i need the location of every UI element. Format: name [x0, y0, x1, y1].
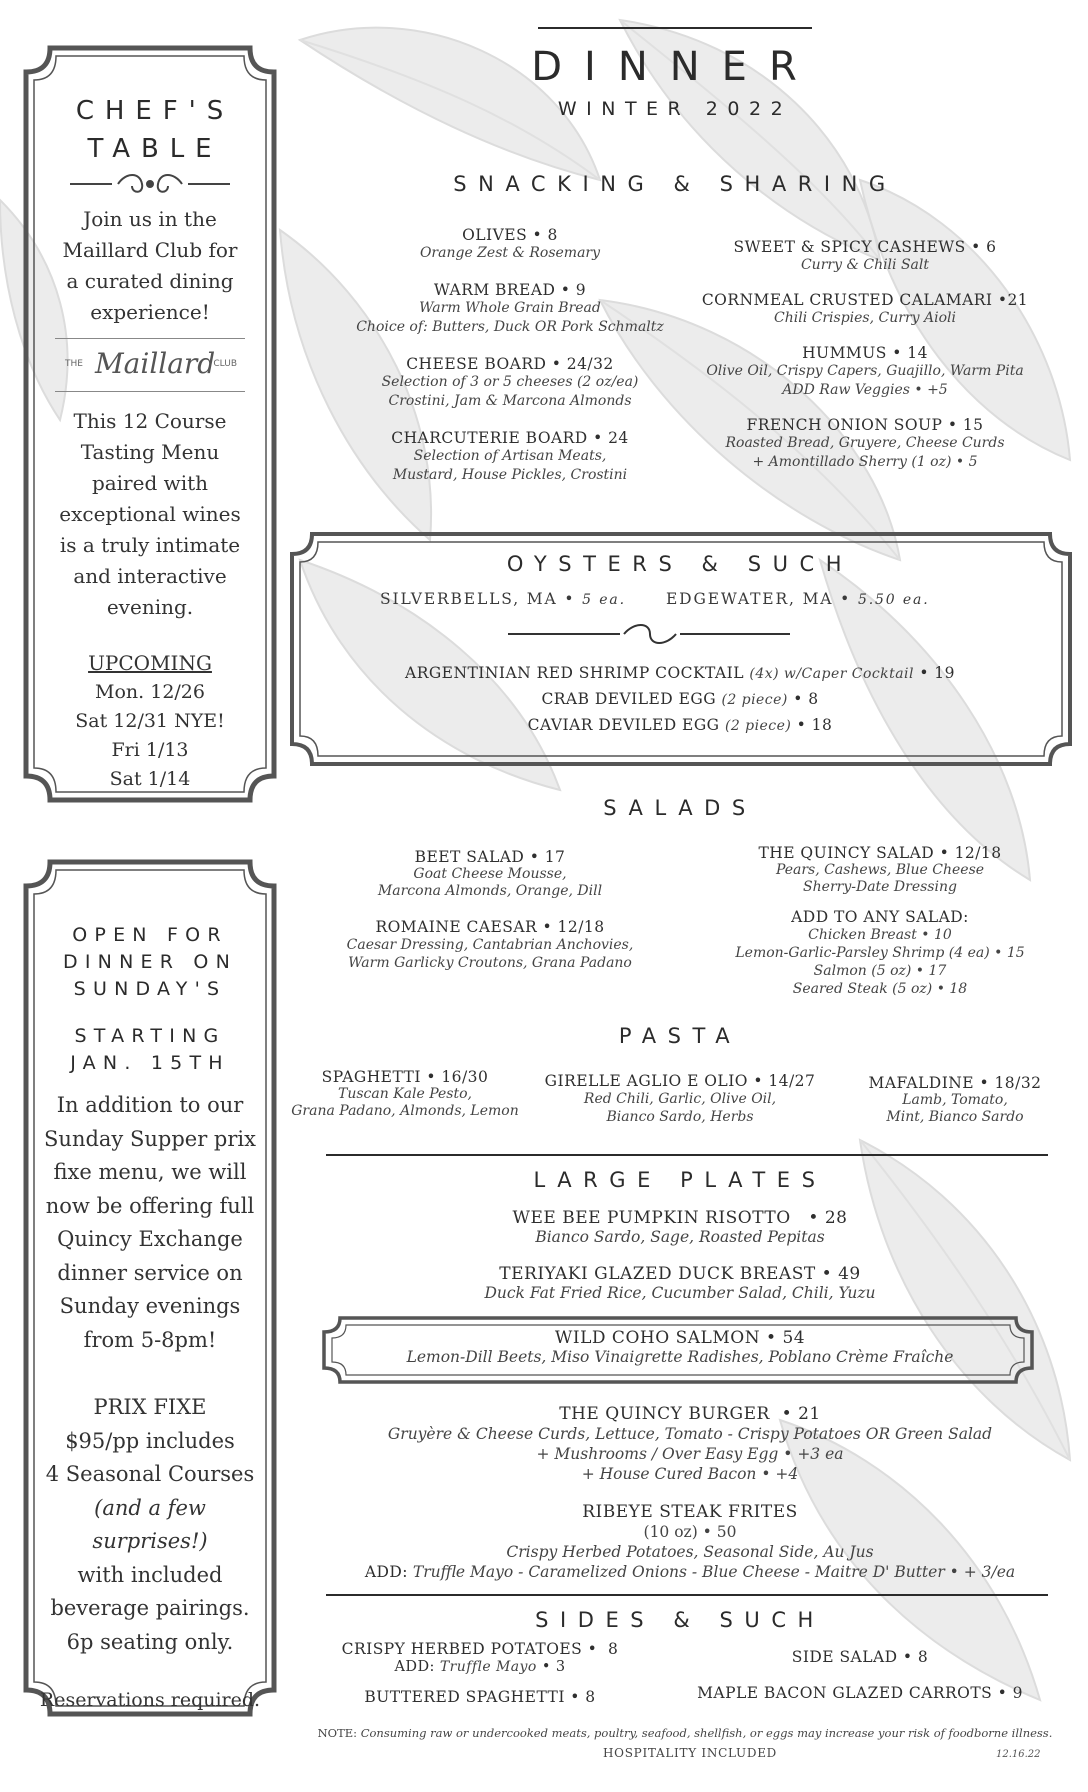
item-name: CRAB DEVILED EGG [541, 690, 717, 708]
item-desc: Duck Fat Fried Rice, Cucumber Salad, Chili, Yuzu [484, 1284, 876, 1302]
prix-fixe-italic: (and a few surprises!) [92, 1495, 208, 1553]
item-desc: Gruyère & Cheese Curds, Lettuce, Tomato - Crispy Potatoes OR Green Salad [387, 1425, 993, 1443]
menu-item-salmon [320, 1328, 1040, 1367]
item-desc: + Amontillado Sherry (1 oz) • 5 [752, 454, 978, 470]
item-name: WARM BREAD • 9 [433, 281, 587, 299]
oyster-name: EDGEWATER, MA • [666, 590, 852, 608]
item-desc: Salmon (5 oz) • 17 [813, 963, 947, 979]
item-desc: Crispy Herbed Potatoes, Seasonal Side, Au Jus [506, 1543, 874, 1561]
body-line: evening. [106, 595, 194, 619]
chefs-table-body [34, 406, 266, 623]
sunday-title-line: SUNDAY'S [73, 978, 227, 1000]
section-title-oysters: OYSTERS & SUCH [506, 552, 854, 576]
sunday-body-line: Sunday Supper prix [44, 1126, 256, 1151]
snacking-right-column [670, 238, 1060, 482]
item-desc: Selection of Artisan Meats, [413, 448, 607, 464]
item-name: OLIVES • 8 [462, 226, 558, 244]
item-name: THE QUINCY BURGER • 21 [559, 1404, 821, 1424]
intro-line: Maillard Club for [62, 238, 238, 262]
menu-item [300, 848, 680, 900]
sunday-body [34, 1089, 266, 1357]
sunday-panel [34, 922, 266, 1711]
item-desc: Olive Oil, Crispy Capers, Guajillo, Warm Pita [706, 363, 1024, 379]
logo-the: THE [65, 359, 83, 369]
intro-line: experience! [90, 300, 210, 324]
item-price: • 8 [793, 690, 819, 708]
item-name: ARGENTINIAN RED SHRIMP COCKTAIL [405, 664, 745, 682]
oysters-items [300, 660, 1060, 738]
item-name: MAPLE BACON GLAZED CARROTS • 9 [697, 1684, 1023, 1702]
chefs-table-intro [34, 204, 266, 328]
item-detail: (2 piece) [721, 692, 788, 708]
item-name: SWEET & SPICY CASHEWS • 6 [733, 238, 997, 256]
large-plates-divider [326, 1594, 1048, 1596]
intro-line: a curated dining [66, 269, 234, 293]
sunday-title [34, 922, 266, 1003]
item-name: ROMAINE CAESAR • 12/18 [375, 918, 605, 936]
menu-item [700, 908, 1060, 998]
section-title-salads: SALADS [603, 796, 757, 820]
chefs-table-title-line1: CHEF'S [75, 96, 235, 126]
salads-right-column [700, 844, 1060, 1008]
item-desc: Bianco Sardo, Sage, Roasted Pepitas [535, 1228, 825, 1246]
prix-fixe-title: PRIX FIXE [93, 1395, 207, 1419]
item-desc: Tuscan Kale Pesto, [338, 1086, 472, 1102]
item-detail: (2 piece) [724, 718, 792, 734]
oyster-silverbells [380, 590, 680, 608]
menu-item [670, 238, 1060, 275]
item-name: THE QUINCY SALAD • 12/18 [758, 844, 1002, 862]
item-desc: Roasted Bread, Gruyere, Cheese Curds [725, 435, 1005, 451]
item-desc: Bianco Sardo, Herbs [606, 1109, 754, 1125]
add-label: ADD: [364, 1563, 408, 1581]
side-item-potatoes [300, 1640, 660, 1677]
item-desc: Seared Steak (5 oz) • 18 [792, 981, 968, 997]
menu-item [310, 226, 710, 263]
item-name: WILD COHO SALMON • 54 [554, 1328, 806, 1348]
item-name: SPAGHETTI • 16/30 [321, 1068, 489, 1086]
intro-line: Join us in the [83, 207, 217, 231]
section-title-sides: SIDES & SUCH [535, 1608, 825, 1632]
prix-fixe-line: 4 Seasonal Courses [45, 1462, 255, 1486]
item-name: CAVIAR DEVILED EGG [527, 716, 720, 734]
item-desc: Warm Garlicky Croutons, Grana Padano [348, 955, 632, 971]
date-code: 12.16.22 [996, 1749, 1041, 1760]
item-name: MAFALDINE • 18/32 [868, 1074, 1042, 1092]
menu-item [850, 1074, 1060, 1126]
oyster-price: 5.50 ea. [857, 592, 930, 608]
prix-fixe [34, 1391, 266, 1659]
menu-item-risotto [300, 1208, 1060, 1247]
menu-item [700, 844, 1060, 896]
upcoming-date: Fri 1/13 [111, 739, 189, 761]
sunday-body-line: from 5-8pm! [83, 1327, 217, 1352]
prix-fixe-line: $95/pp includes [65, 1428, 235, 1453]
item-name: SIDE SALAD • 8 [791, 1648, 929, 1666]
starting-line: JAN. 15TH [70, 1052, 230, 1074]
sunday-body-line: fixe menu, we will [53, 1160, 247, 1184]
add-price: • 3 [541, 1659, 566, 1675]
upcoming-date: Mon. 12/26 [95, 681, 205, 703]
note-label: NOTE: [317, 1726, 358, 1740]
body-line: paired with [91, 471, 209, 495]
item-name: GIRELLE AGLIO E OLIO • 14/27 [544, 1072, 816, 1090]
chefs-table-panel [34, 96, 266, 794]
item-desc: Mustard, House Pickles, Crostini [392, 467, 628, 483]
ribeye-add-line [300, 1562, 1080, 1582]
item-desc: Grana Padano, Almonds, Lemon [291, 1103, 519, 1119]
salads-left-column [300, 848, 680, 982]
sunday-body-line: dinner service on [57, 1260, 243, 1285]
item-size: (10 oz) • 50 [643, 1523, 737, 1541]
item-desc: Chicken Breast • 10 [808, 927, 952, 943]
upcoming-date: Sat 1/14 [109, 768, 191, 790]
item-desc: Mint, Bianco Sardo [886, 1109, 1024, 1125]
item-name: WEE BEE PUMPKIN RISOTTO • 28 [512, 1208, 848, 1228]
menu-item [670, 344, 1060, 400]
side-item-spaghetti [300, 1688, 660, 1706]
item-desc: Lamb, Tomato, [902, 1092, 1008, 1108]
menu-item-ribeye [300, 1502, 1080, 1582]
body-line: This 12 Course [73, 409, 227, 433]
logo-name: Maillard [95, 347, 216, 380]
item-name: CORNMEAL CRUSTED CALAMARI •21 [701, 291, 1029, 309]
header-top-rule [538, 27, 812, 29]
menu-item-duck [300, 1264, 1060, 1303]
item-name: TERIYAKI GLAZED DUCK BREAST • 49 [499, 1264, 861, 1284]
body-line: is a truly intimate [59, 533, 241, 557]
item-desc: ADD Raw Veggies • +5 [782, 382, 948, 398]
upcoming-dates [34, 678, 266, 794]
upcoming-date: Sat 12/31 NYE! [75, 710, 225, 732]
prix-fixe-line: beverage pairings. [50, 1596, 250, 1620]
sunday-body-line: now be offering full [45, 1193, 255, 1218]
body-line: exceptional wines [59, 502, 241, 526]
body-line: and interactive [73, 564, 227, 588]
add-item: Truffle Mayo [439, 1659, 537, 1675]
item-name: CHEESE BOARD • 24/32 [406, 355, 614, 373]
sunday-body-line: In addition to our [56, 1093, 244, 1117]
item-desc: Sherry-Date Dressing [803, 879, 957, 895]
sunday-title-line: OPEN FOR [72, 924, 228, 946]
logo-club: CLUB [213, 359, 237, 369]
add-price: • + 3/ea [949, 1563, 1016, 1581]
menu-item [300, 660, 1060, 686]
pasta-divider [326, 1154, 1048, 1156]
menu-item [540, 1072, 820, 1126]
menu-item [300, 686, 1060, 712]
item-desc: Warm Whole Grain Bread [419, 300, 601, 316]
item-desc: + Mushrooms / Over Easy Egg • +3 ea [536, 1445, 844, 1463]
item-desc: Marcona Almonds, Orange, Dill [377, 883, 603, 899]
item-desc: Orange Zest & Rosemary [419, 245, 601, 261]
item-name: BEET SALAD • 17 [414, 848, 566, 866]
item-desc: Lemon-Dill Beets, Miso Vinaigrette Radishes, Poblano Crème Fraîche [406, 1348, 954, 1366]
item-name: ADD TO ANY SALAD: [791, 908, 969, 926]
oyster-name: SILVERBELLS, MA • [380, 590, 576, 608]
menu-item [310, 281, 710, 337]
page-subtitle: WINTER 2022 [557, 98, 793, 120]
item-desc: Lemon-Garlic-Parsley Shrimp (4 ea) • 15 [735, 945, 1025, 961]
side-item-carrots [640, 1684, 1080, 1702]
item-price: • 19 [919, 664, 955, 682]
item-price: • 18 [796, 716, 833, 734]
item-desc: Crostini, Jam & Marcona Almonds [388, 393, 632, 409]
potatoes-add-line [300, 1658, 660, 1677]
hospitality-included: HOSPITALITY INCLUDED [602, 1746, 778, 1760]
item-desc: Caesar Dressing, Cantabrian Anchovies, [346, 937, 634, 953]
menu-item-burger [300, 1404, 1080, 1484]
item-desc: Curry & Chili Salt [800, 257, 930, 273]
item-desc: Red Chili, Garlic, Olive Oil, [583, 1091, 777, 1107]
item-name: HUMMUS • 14 [802, 344, 928, 362]
item-desc: Choice of: Butters, Duck OR Pork Schmaltz [356, 319, 664, 335]
maillard-club-logo [55, 338, 245, 392]
prix-fixe-line: with included [77, 1562, 223, 1587]
menu-item [310, 355, 710, 411]
upcoming-label: UPCOMING [88, 651, 212, 675]
sunday-body-line: Sunday evenings [59, 1294, 241, 1318]
item-desc: + House Cured Bacon • +4 [581, 1465, 799, 1483]
item-detail: (4x) w/Caper Cocktail [749, 666, 914, 682]
menu-item [300, 918, 680, 972]
item-desc: Goat Cheese Mousse, [413, 866, 567, 882]
page-title: DINNER [531, 44, 819, 90]
add-label: ADD: [394, 1659, 435, 1675]
add-items: Truffle Mayo - Caramelized Onions - Blue Cheese - Maitre D' Butter [412, 1563, 945, 1581]
item-name: RIBEYE STEAK FRITES [582, 1502, 798, 1522]
body-line: Tasting Menu [80, 440, 220, 464]
sunday-title-line: DINNER ON [62, 951, 238, 973]
item-name: CRISPY HERBED POTATOES • 8 [341, 1640, 619, 1658]
item-desc: Pears, Cashews, Blue Cheese [775, 862, 985, 878]
item-desc: Selection of 3 or 5 cheeses (2 oz/ea) [381, 374, 639, 390]
section-title-snacking: SNACKING & SHARING [453, 172, 897, 196]
oyster-edgewater [666, 590, 996, 608]
menu-item [280, 1068, 530, 1120]
prix-fixe-line: 6p seating only. [66, 1629, 234, 1654]
starting-line: STARTING [74, 1025, 226, 1047]
section-title-pasta: PASTA [618, 1024, 742, 1048]
chefs-table-title-line2: TABLE [87, 134, 223, 164]
oyster-price: 5 ea. [582, 592, 626, 608]
item-name: BUTTERED SPAGHETTI • 8 [364, 1688, 596, 1706]
menu-item [670, 416, 1060, 472]
item-desc: Chili Crispies, Curry Aioli [774, 310, 956, 326]
item-name: FRENCH ONION SOUP • 15 [746, 416, 984, 434]
snacking-left-column [310, 226, 710, 495]
allergy-note [290, 1726, 1080, 1740]
side-item-salad [660, 1648, 1060, 1666]
sunday-starting [34, 1023, 266, 1077]
menu-item [670, 291, 1060, 328]
menu-item [300, 712, 1060, 738]
reservations-note: Reservations required. [39, 1689, 261, 1711]
note-text: Consuming raw or undercooked meats, poultry, seafood, shellfish, or eggs may increase your risk of foodborne illness. [360, 1726, 1053, 1740]
menu-item [310, 429, 710, 485]
sunday-body-line: Quincy Exchange [57, 1227, 243, 1251]
item-name: CHARCUTERIE BOARD • 24 [391, 429, 629, 447]
section-title-large-plates: LARGE PLATES [533, 1168, 827, 1192]
